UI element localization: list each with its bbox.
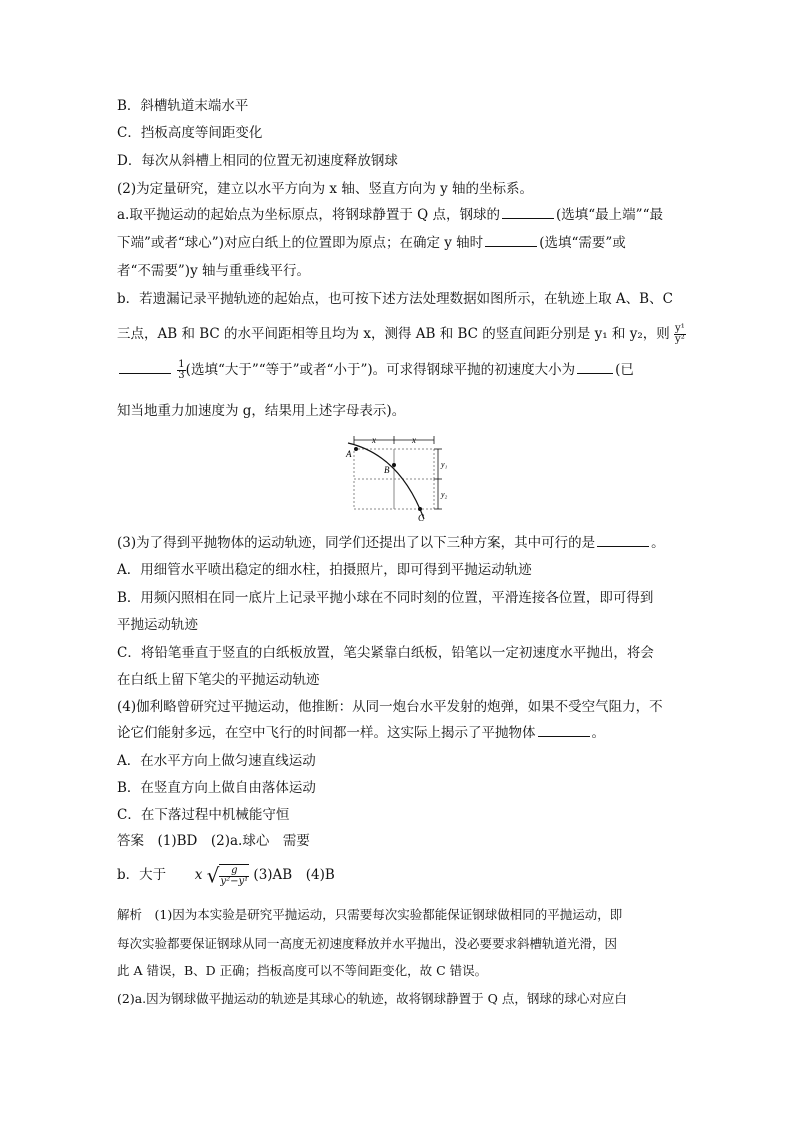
answer-blank (538, 724, 590, 737)
option-d: D．每次从斜槽上相同的位置无初速度释放钢球 (117, 153, 398, 169)
part4-option-c: C．在下落过程中机械能守恒 (117, 807, 290, 823)
text: 论它们能射多远，在空中飞行的时间都一样。这实际上揭示了平抛物体 (117, 725, 536, 741)
text: a.取平抛运动的起始点为坐标原点，将钢球静置于 Q 点，钢球的 (117, 207, 500, 223)
option-b: B．斜槽轨道末端水平 (117, 98, 249, 114)
part2-b-line4: 知当地重力加速度为 g，结果用上述字母表示)。 (117, 403, 406, 419)
point-c (418, 507, 422, 511)
label-a: A (346, 449, 352, 459)
frac-den: y²−y¹ (220, 876, 249, 887)
text: (选填“大于”“等于”或者“小于”)。可求得钢球平抛的初速度大小为 (185, 362, 576, 378)
part4-q1: (4)伽利略曾研究过平抛运动，他推断：从同一炮台水平发射的炮弹，如果不受空气阻力，不 (117, 699, 663, 715)
label-y1: y₁ (441, 460, 448, 469)
answer-blank (597, 534, 649, 547)
part3-option-c1: C．将铅笔垂直于竖直的白纸板放置，笔尖紧靠白纸板，铅笔以一定初速度水平抛出，将会 (117, 645, 654, 661)
frac-num: y¹ (675, 323, 685, 334)
part3-option-b1: B．用频闪照相在同一底片上记录平抛小球在不同时刻的位置，平滑连接各位置，即可得到 (117, 590, 654, 606)
grid-lines (354, 449, 434, 509)
label-x2: x (412, 435, 416, 445)
analysis-line2: 每次实验都要保证钢球从同一高度无初速度释放并水平抛出，没必要要求斜槽轨道光滑，因 (117, 936, 618, 951)
frac-den: y² (675, 334, 685, 345)
one-third-fraction (177, 360, 185, 381)
text: 。 (651, 535, 665, 551)
sqrt-expression (207, 864, 249, 887)
label-y2: y₂ (441, 490, 448, 499)
point-b (392, 463, 396, 467)
part3-question (117, 534, 665, 552)
label-b: B (384, 465, 390, 475)
trajectory-figure (340, 435, 460, 525)
text: (选填“最上端”“最 (556, 207, 663, 223)
analysis-line1: 解析 (1)因为本实验是研究平抛运动，只需要每次实验都能保证钢球做相同的平抛运动，即 (117, 907, 623, 922)
part2-b-line1: b．若遗漏记录平抛轨迹的起始点，也可按下述方法处理数据如图所示，在轨迹上取 A、B、C (117, 291, 673, 307)
part2-a-line2 (117, 234, 626, 252)
part3-option-a: A．用细管水平喷出稳定的细水柱，拍摄照片，即可得到平抛运动轨迹 (117, 562, 532, 578)
analysis-line4: (2)a.因为钢球做平抛运动的轨迹是其球心的轨迹，故将钢球静置于 Q 点，钢球的球心对应白 (117, 991, 627, 1006)
text: 。 (591, 725, 605, 741)
text: 下端”或者“球心”)对应白纸上的位置即为原点；在确定 y 轴时 (117, 235, 484, 251)
part2-intro: (2)为定量研究，建立以水平方向为 x 轴、竖直方向为 y 轴的坐标系。 (117, 181, 534, 197)
trajectory-curve (348, 443, 424, 519)
radical-icon: √ (206, 863, 220, 888)
answer-line1: 答案 (1)BD (2)a.球心 需要 (117, 833, 310, 849)
text: 三点，AB 和 BC 的水平间距相等且均为 x，测得 AB 和 BC 的竖直间距分别是 y₁ 和 y₂，则 (117, 326, 670, 342)
analysis-line3: 此 A 错误，B、D 正确；挡板高度可以不等间距变化，故 C 错误。 (117, 963, 488, 978)
part4-q2 (117, 724, 605, 742)
answer-line2 (117, 864, 335, 887)
text: b．大于 (117, 867, 167, 883)
part2-b-line3 (117, 360, 634, 381)
answer-blank (577, 361, 613, 374)
frac-num: 1 (178, 359, 185, 370)
label-c: C (418, 513, 425, 523)
answer-blank (502, 206, 554, 219)
sqrt-coef: x (194, 867, 203, 883)
text: (已 (615, 362, 634, 378)
part2-a-line1 (117, 206, 663, 224)
part4-option-b: B．在竖直方向上做自由落体运动 (117, 780, 316, 796)
frac-den: 3 (178, 370, 185, 381)
text: (3)为了得到平抛物体的运动轨迹，同学们还提出了以下三种方案，其中可行的是 (117, 535, 596, 551)
answer-blank (119, 361, 171, 374)
part4-option-a: A．在水平方向上做匀速直线运动 (117, 753, 316, 769)
text: (选填“需要”或 (539, 235, 626, 251)
option-c: C．挡板高度等间距变化 (117, 125, 263, 141)
sqrt-fraction (219, 864, 249, 887)
label-x1: x (372, 435, 376, 445)
ratio-fraction (674, 324, 686, 345)
text: (3)AB (4)B (253, 867, 335, 883)
part2-a-line3: 者“不需要”)y 轴与重垂线平行。 (117, 263, 310, 279)
part3-option-c2: 在白纸上留下笔尖的平抛运动轨迹 (117, 672, 320, 688)
part3-option-b2: 平抛运动轨迹 (117, 617, 198, 633)
frac-num: g (219, 866, 249, 877)
answer-blank (485, 234, 537, 247)
point-a (354, 447, 358, 451)
part2-b-line2 (117, 324, 686, 345)
